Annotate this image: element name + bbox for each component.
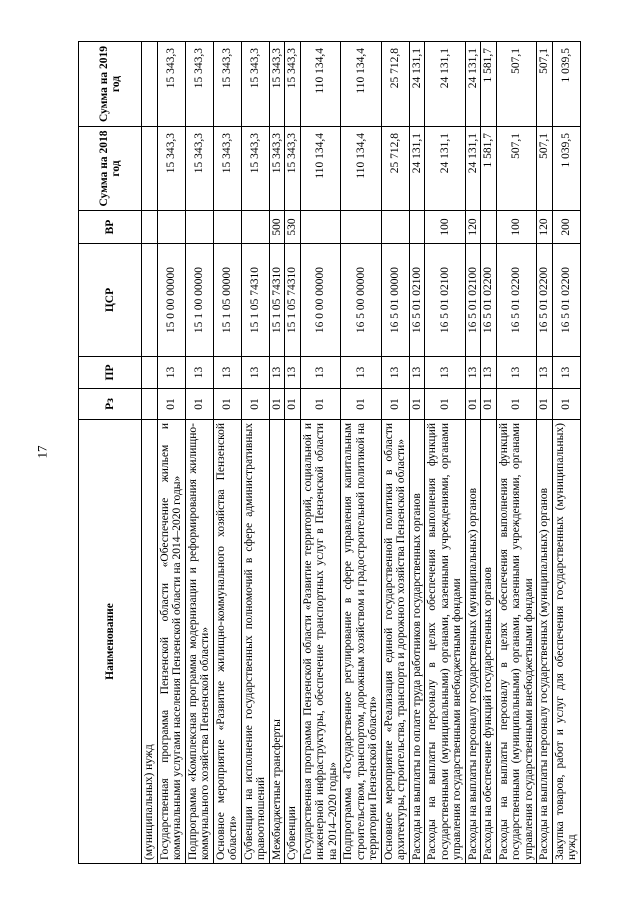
row-sum-2018: 110 134,4 xyxy=(341,127,382,211)
row-pr: 13 xyxy=(285,357,301,389)
row-pr: 13 xyxy=(481,357,497,389)
table-row xyxy=(552,42,580,864)
row-vr xyxy=(157,211,185,244)
row-sum-2018: 507,1 xyxy=(496,127,537,211)
row-name: Субвенции xyxy=(285,420,301,864)
row-name: Основное мероприятие «Реализация единой государственной политики в области архитектуры, строительства, транспорта и дорожного хозяйства Пензенской области» xyxy=(381,420,409,864)
header-name: Наименование xyxy=(79,420,142,864)
row-pr: 13 xyxy=(381,357,409,389)
row-name: Основное мероприятие «Развитие жилищно-коммунального хозяйства Пензенской области» xyxy=(213,420,241,864)
row-name: Расходы на обеспечение функций государственных органов xyxy=(481,420,497,864)
row-vr xyxy=(481,211,497,244)
row-csr: 15 1 00 00000 xyxy=(185,244,213,357)
row-sum-2019: 24 131,1 xyxy=(409,42,425,127)
row-csr: 15 1 05 74310 xyxy=(269,244,285,357)
table-header-row xyxy=(79,42,142,864)
row-pr: 13 xyxy=(409,357,425,389)
row-pr: 13 xyxy=(465,357,481,389)
row-sum-2019: 110 134,4 xyxy=(300,42,341,127)
row-sum-2018: 15 343,3 xyxy=(241,127,269,211)
row-csr: 16 5 01 02200 xyxy=(552,244,580,357)
row-name: Межбюджетные трансферты xyxy=(269,420,285,864)
row-rz xyxy=(142,389,158,420)
row-pr: 13 xyxy=(537,357,553,389)
row-sum-2018: 15 343,3 xyxy=(213,127,241,211)
row-rz: 01 xyxy=(381,389,409,420)
row-sum-2019: 15 343,3 xyxy=(157,42,185,127)
table-row xyxy=(341,42,382,864)
row-name: (муниципальных) нужд xyxy=(142,420,158,864)
header-sum-2018: Сумма на 2018 год xyxy=(79,127,142,211)
row-vr xyxy=(409,211,425,244)
row-rz: 01 xyxy=(157,389,185,420)
row-name: Расходы на выплаты персоналу в целях обеспечения выполнения функций государственными (муниципальными) органами, казенными учреждениями, органами управления государственными внебюджетными фондами xyxy=(496,420,537,864)
row-sum-2019: 507,1 xyxy=(496,42,537,127)
row-name: Подпрограмма «Комплексная программа модернизации и реформирования жилищно-коммунального хозяйства Пензенской области» xyxy=(185,420,213,864)
row-rz: 01 xyxy=(341,389,382,420)
row-pr: 13 xyxy=(425,357,466,389)
row-sum-2018: 24 131,1 xyxy=(409,127,425,211)
row-pr: 13 xyxy=(269,357,285,389)
row-rz: 01 xyxy=(300,389,341,420)
table-row xyxy=(213,42,241,864)
row-csr: 16 5 01 02200 xyxy=(481,244,497,357)
row-vr xyxy=(185,211,213,244)
row-rz: 01 xyxy=(185,389,213,420)
row-sum-2018: 507,1 xyxy=(537,127,553,211)
header-rz: Рз xyxy=(79,389,142,420)
page-number: 17 xyxy=(34,445,50,459)
row-sum-2018: 110 134,4 xyxy=(300,127,341,211)
table-row xyxy=(157,42,185,864)
rotated-table-area xyxy=(78,42,610,864)
row-csr xyxy=(142,244,158,357)
table-row xyxy=(285,42,301,864)
row-sum-2018: 1 581,7 xyxy=(481,127,497,211)
row-sum-2019: 1 581,7 xyxy=(481,42,497,127)
row-csr: 16 0 00 00000 xyxy=(300,244,341,357)
row-rz: 01 xyxy=(496,389,537,420)
row-sum-2019: 15 343,3 xyxy=(241,42,269,127)
row-csr: 15 1 05 74310 xyxy=(285,244,301,357)
row-csr: 16 5 01 02100 xyxy=(409,244,425,357)
row-vr: 100 xyxy=(496,211,537,244)
row-name: Государственная программа Пензенской области «Развитие территорий, социальной и инженерной инфраструктуры, обеспечение транспортных услуг в Пензенской области на 2014–2020 годы» xyxy=(300,420,341,864)
row-pr: 13 xyxy=(241,357,269,389)
row-sum-2019: 15 343,3 xyxy=(285,42,301,127)
row-sum-2019: 15 343,3 xyxy=(269,42,285,127)
row-vr: 200 xyxy=(552,211,580,244)
row-rz: 01 xyxy=(552,389,580,420)
row-rz: 01 xyxy=(537,389,553,420)
row-vr: 120 xyxy=(537,211,553,244)
table-row xyxy=(481,42,497,864)
table-row xyxy=(425,42,466,864)
row-sum-2019: 25 712,8 xyxy=(381,42,409,127)
row-sum-2019: 15 343,3 xyxy=(185,42,213,127)
row-rz: 01 xyxy=(465,389,481,420)
row-sum-2019: 1 039,5 xyxy=(552,42,580,127)
row-sum-2019: 110 134,4 xyxy=(341,42,382,127)
header-pr: ПР xyxy=(79,357,142,389)
row-vr xyxy=(213,211,241,244)
table-row xyxy=(241,42,269,864)
row-sum-2019: 24 131,1 xyxy=(465,42,481,127)
table-row xyxy=(537,42,553,864)
row-pr: 13 xyxy=(341,357,382,389)
row-name: Расходы на выплаты по оплате труда работников государственных органов xyxy=(409,420,425,864)
row-vr: 500 xyxy=(269,211,285,244)
table-wrapper xyxy=(78,42,610,864)
row-sum-2018: 15 343,3 xyxy=(269,127,285,211)
table-row xyxy=(142,42,158,864)
row-sum-2018: 15 343,3 xyxy=(157,127,185,211)
row-vr xyxy=(381,211,409,244)
header-csr: ЦСР xyxy=(79,244,142,357)
row-rz: 01 xyxy=(241,389,269,420)
row-pr: 13 xyxy=(185,357,213,389)
row-pr: 13 xyxy=(552,357,580,389)
row-sum-2018: 24 131,1 xyxy=(465,127,481,211)
row-name: Расходы на выплаты персоналу в целях обеспечения выполнения функций государственными (муниципальными) органами, казенными учреждениями, органами управления государственными внебюджетными фондами xyxy=(425,420,466,864)
row-csr: 15 1 05 74310 xyxy=(241,244,269,357)
row-vr: 530 xyxy=(285,211,301,244)
row-csr: 16 5 01 02200 xyxy=(537,244,553,357)
row-sum-2019: 507,1 xyxy=(537,42,553,127)
row-pr xyxy=(142,357,158,389)
budget-table xyxy=(78,41,581,864)
row-pr: 13 xyxy=(213,357,241,389)
row-rz: 01 xyxy=(213,389,241,420)
row-csr: 16 5 01 02200 xyxy=(496,244,537,357)
row-rz: 01 xyxy=(425,389,466,420)
table-row xyxy=(300,42,341,864)
row-sum-2019: 24 131,1 xyxy=(425,42,466,127)
row-csr: 16 5 01 00000 xyxy=(381,244,409,357)
row-sum-2018: 25 712,8 xyxy=(381,127,409,211)
table-row xyxy=(269,42,285,864)
table-row xyxy=(409,42,425,864)
row-csr: 16 5 01 02100 xyxy=(465,244,481,357)
row-vr: 100 xyxy=(425,211,466,244)
row-vr xyxy=(300,211,341,244)
table-row xyxy=(185,42,213,864)
row-sum-2018: 24 131,1 xyxy=(425,127,466,211)
row-csr: 15 0 00 00000 xyxy=(157,244,185,357)
row-sum-2018: 15 343,3 xyxy=(285,127,301,211)
row-csr: 16 5 00 00000 xyxy=(341,244,382,357)
table-row xyxy=(465,42,481,864)
row-name: Государственная программа Пензенской области «Обеспечение жильем и коммунальными услугами населения Пензенской области на 2014–2020 годы» xyxy=(157,420,185,864)
row-sum-2018: 1 039,5 xyxy=(552,127,580,211)
header-vr: ВР xyxy=(79,211,142,244)
row-rz: 01 xyxy=(481,389,497,420)
row-csr: 16 5 01 02100 xyxy=(425,244,466,357)
row-name: Закупка товаров, работ и услуг для обеспечения государственных (муниципальных) нужд xyxy=(552,420,580,864)
row-sum-2018: 15 343,3 xyxy=(185,127,213,211)
row-name: Расходы на выплаты персоналу государственных (муниципальных) органов xyxy=(537,420,553,864)
header-sum-2019: Сумма на 2019 год xyxy=(79,42,142,127)
table-row xyxy=(381,42,409,864)
row-vr xyxy=(241,211,269,244)
row-sum-2019: 15 343,3 xyxy=(213,42,241,127)
row-vr xyxy=(142,211,158,244)
row-name: Субвенции на исполнение государственных полномочий в сфере административных правоотношений xyxy=(241,420,269,864)
row-vr: 120 xyxy=(465,211,481,244)
row-rz: 01 xyxy=(285,389,301,420)
row-pr: 13 xyxy=(496,357,537,389)
row-rz: 01 xyxy=(269,389,285,420)
row-csr: 15 1 05 00000 xyxy=(213,244,241,357)
row-name: Расходы на выплаты персоналу государственных (муниципальных) органов xyxy=(465,420,481,864)
row-pr: 13 xyxy=(157,357,185,389)
row-vr xyxy=(341,211,382,244)
row-rz: 01 xyxy=(409,389,425,420)
row-name: Подпрограмма «Государственное регулирование в сфере управления капитальным строительством, транспортом, дорожным хозяйством и градостроительной политикой на территории Пензенской области» xyxy=(341,420,382,864)
table-row xyxy=(496,42,537,864)
row-pr: 13 xyxy=(300,357,341,389)
row-sum-2019 xyxy=(142,42,158,127)
row-sum-2018 xyxy=(142,127,158,211)
